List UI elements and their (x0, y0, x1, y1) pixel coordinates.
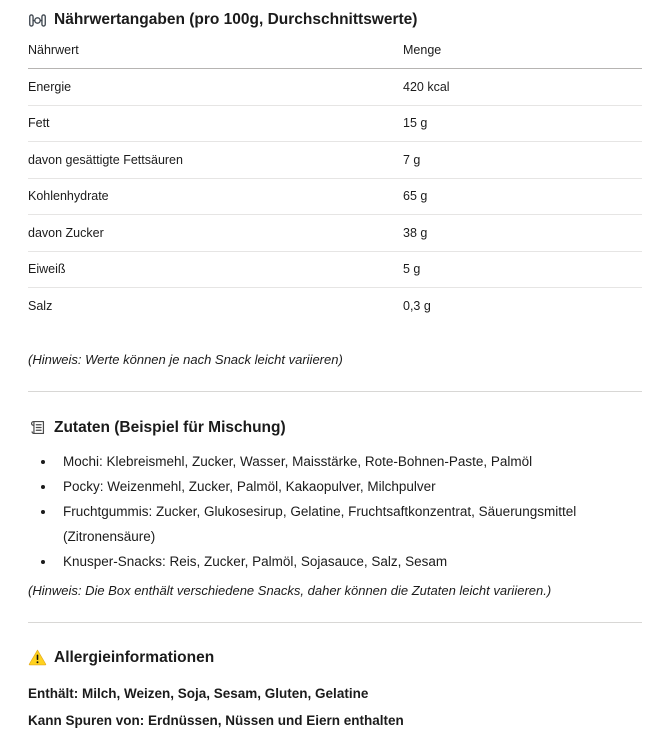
list-item: • Mochi: Klebreismehl, Zucker, Wasser, Maisstärke, Rote-Bohnen-Paste, Palmöl (56, 449, 642, 474)
nutrient-value: 7 g (403, 152, 421, 167)
allergy-block (28, 680, 642, 734)
nutrient-value: 38 g (403, 225, 428, 240)
ingredients-note: (Hinweis: Die Box enthält verschiedene Snacks, daher können die Zutaten leicht variieren.) (28, 582, 552, 598)
list-item: • Knusper-Snacks: Reis, Zucker, Palmöl, Sojasauce, Salz, Sesam (56, 549, 642, 574)
section-divider (28, 391, 642, 392)
nutrient-name: davon Zucker (28, 225, 104, 240)
dumbbell-icon (28, 11, 47, 30)
nutrition-note: (Hinweis: Werte können je nach Snack leicht variieren) (28, 351, 343, 367)
column-header-naehrwert: Nährwert (28, 43, 79, 57)
nutrition-table-header-row (28, 43, 642, 69)
nutrient-name: Fett (28, 116, 50, 131)
ingredients-heading (28, 418, 642, 438)
nutrition-table (28, 43, 642, 325)
allergy-heading-label: Allergieinformationen (54, 648, 215, 666)
table-row (28, 288, 642, 325)
ingredient-list (28, 449, 642, 574)
nutrient-value: 65 g (403, 189, 428, 204)
allergy-traces-line: Kann Spuren von: Erdnüssen, Nüssen und Eiern enthalten (28, 712, 404, 728)
table-row (28, 106, 642, 143)
nutrition-heading-label: Nährwertangaben (pro 100g, Durchschnittswerte) (54, 11, 418, 28)
scroll-icon (28, 418, 47, 437)
list-item: • Pocky: Weizenmehl, Zucker, Palmöl, Kakaopulver, Milchpulver (56, 474, 642, 499)
nutrient-value: 420 kcal (403, 79, 450, 94)
nutrient-name: davon gesättigte Fettsäuren (28, 152, 183, 167)
nutrient-name: Kohlenhydrate (28, 189, 109, 204)
table-row (28, 215, 642, 252)
warning-icon (28, 648, 47, 667)
nutrient-value: 0,3 g (403, 299, 431, 314)
column-header-menge: Menge (403, 43, 442, 57)
nutrient-value: 5 g (403, 262, 421, 277)
nutrient-name: Energie (28, 79, 72, 94)
nutrition-heading (28, 10, 642, 30)
table-row (28, 179, 642, 216)
section-divider (28, 622, 642, 623)
table-row (28, 69, 642, 106)
allergy-heading (28, 648, 642, 668)
allergy-contains-line: Enthält: Milch, Weizen, Soja, Sesam, Gluten, Gelatine (28, 685, 369, 701)
nutrient-name: Salz (28, 299, 53, 314)
table-row (28, 142, 642, 179)
ingredients-heading-label: Zutaten (Beispiel für Mischung) (54, 418, 286, 436)
list-item: • Fruchtgummis: Zucker, Glukosesirup, Gelatine, Fruchtsaftkonzentrat, Säuerungsmittel (Zitronensäure) (56, 499, 642, 549)
table-row (28, 252, 642, 289)
nutrient-value: 15 g (403, 116, 428, 131)
nutrient-name: Eiweiß (28, 262, 66, 277)
